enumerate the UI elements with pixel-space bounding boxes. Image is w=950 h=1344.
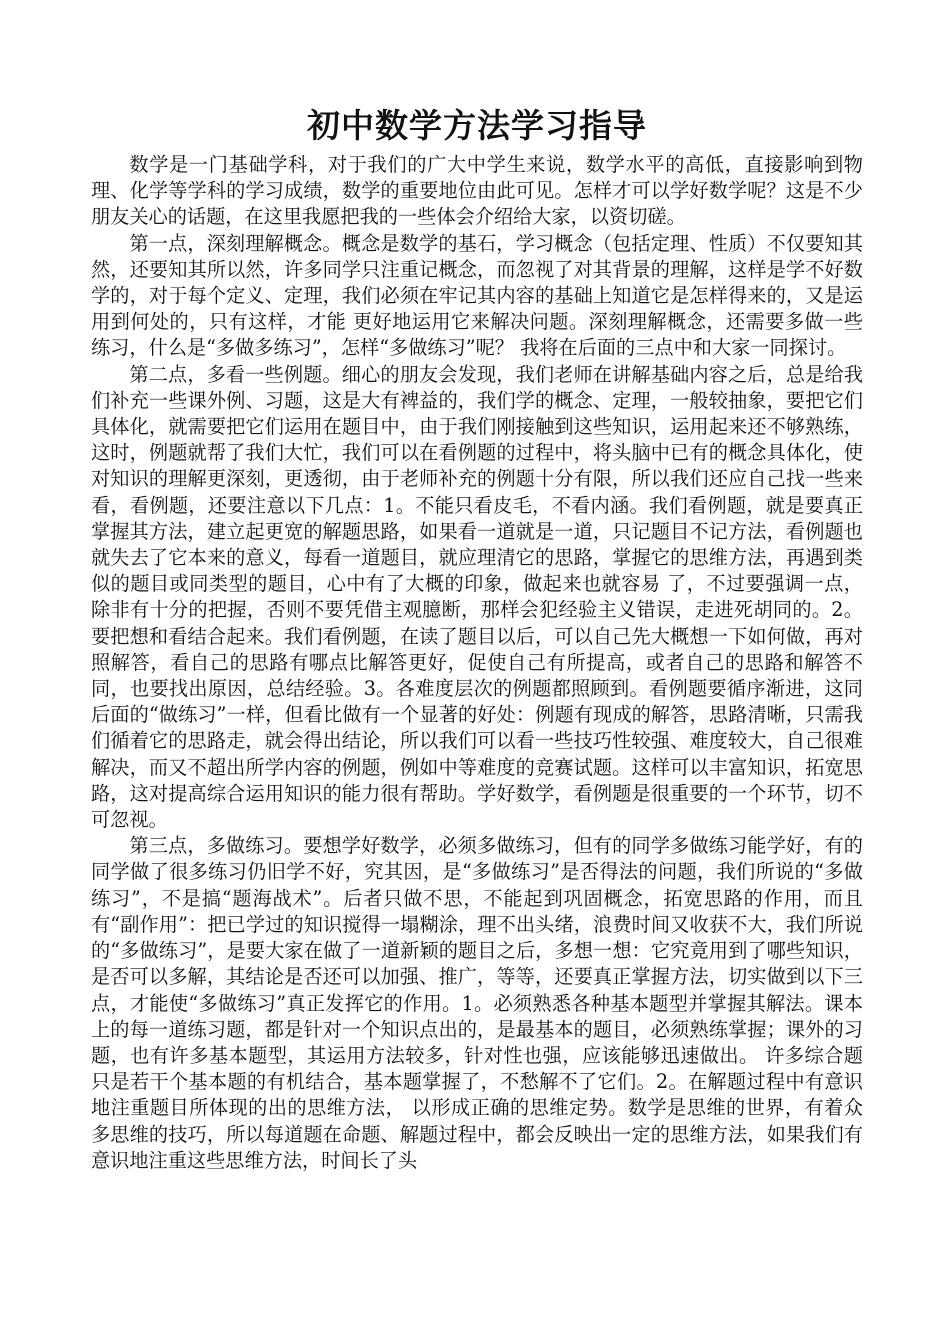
paragraph-point-three: 第三点，多做练习。要想学好数学，必须多做练习，但有的同学多做练习能学好，有的同学做了很多练习仍旧学不好，究其因，是“多做练习”是否得法的问题，我们所说的“多做练习”，不是搞“题海战术”。后者只做不思，不能起到巩固概念，拓宽思路的作用，而且有“副作用”：把已学过的知识搅得一塌糊涂，理不出头绪，浪费时间又收获不大，我们所说的“多做练习”，是要大家在做了一道新颖的题目之后，多想一想：它究竟用到了哪些知识，是否可以多解，其结论是否还可以加强、推广，等等，还要真正掌握方法，切实做到以下三点，才能使“多做练习”真正发挥它的作用。1。必须熟悉各种基本题型并掌握其解法。课本上的每一道练习题，都是针对一个知识点出的，是最基本的题目，必须熟练掌握；课外的习题，也有许多基本题型，其运用方法较多，针对性也强，应该能够迅速做出。 许多综合题只是若干个基本题的有机结合，基本题掌握了，不愁解不了它们。2。在解题过程中有意识地注重题目所体现的出的思维方法， 以形成正确的思维定势。数学是思维的世界，有着众多思维的技巧，所以每道题在命题、解题过程中，都会反映出一定的思维方法，如果我们有意识地注重这些思维方法，时间长了头: [91, 834, 863, 1172]
document-body: [91, 100, 863, 1174]
paragraph-point-one: 第一点，深刻理解概念。概念是数学的基石，学习概念（包括定理、性质）不仅要知其然，还要知其所以然，许多同学只注重记概念，而忽视了对其背景的理解，这样是学不好数学的，对于每个定义、定理，我们必须在牢记其内容的基础上知道它是怎样得来的，又是运用到何处的，只有这样，才能 更好地运用它来解决问题。深刻理解概念，还需要多做一些练习，什么是“多做多练习”，怎样“多做练习”呢？ 我将在后面的三点中和大家一同探讨。: [91, 231, 863, 360]
paragraph-point-two: 第二点，多看一些例题。细心的朋友会发现，我们老师在讲解基础内容之后，总是给我们补充一些课外例、习题，这是大有裨益的，我们学的概念、定理，一般较抽象，要把它们具体化，就需要把它们运用在题目中，由于我们刚接触到这些知识，运用起来还不够熟练，这时，例题就帮了我们大忙，我们可以在看例题的过程中，将头脑中已有的概念具体化，使对知识的理解更深刻，更透彻，由于老师补充的例题十分有限，所以我们还应自己找一些来看，看例题，还要注意以下几点：1。不能只看皮毛，不看内涵。我们看例题，就是要真正掌握其方法，建立起更宽的解题思路，如果看一道就是一道，只记题目不记方法，看例题也就失去了它本来的意义，每看一道题目，就应理清它的思路，掌握它的思维方法，再遇到类似的题目或同类型的题目，心中有了大概的印象，做起来也就容易 了，不过要强调一点，除非有十分的把握，否则不要凭借主观臆断，那样会犯经验主义错误，走进死胡同的。2。要把想和看结合起来。我们看例题，在读了题目以后，可以自己先大概想一下如何做，再对照解答，看自己的思路有哪点比解答更好，促使自己有所提高，或者自己的思路和解答不同，也要找出原因，总结经验。3。各难度层次的例题都照顾到。看例题要循序渐进，这同后面的“做练习”一样，但看比做有一个显著的好处：例题有现成的解答，思路清晰，只需我们循着它的思路走，就会得出结论，所以我们可以看一些技巧性较强、难度较大，自己很难解决，而又不超出所学内容的例题，例如中等难度的竞赛试题。这样可以丰富知识，拓宽思路，这对提高综合运用知识的能力很有帮助。学好数学，看例题是很重要的一个环节，切不可忽视。: [91, 362, 863, 832]
paragraph-intro: 数学是一门基础学科，对于我们的广大中学生来说，数学水平的高低，直接影响到物理、化学等学科的学习成绩，数学的重要地位由此可见。怎样才可以学好数学呢？这是不少朋友关心的话题，在这里我愿把我的一些体会介绍给大家，以资切磋。: [91, 153, 863, 229]
document-title: 初中数学方法学习指导: [307, 106, 647, 145]
